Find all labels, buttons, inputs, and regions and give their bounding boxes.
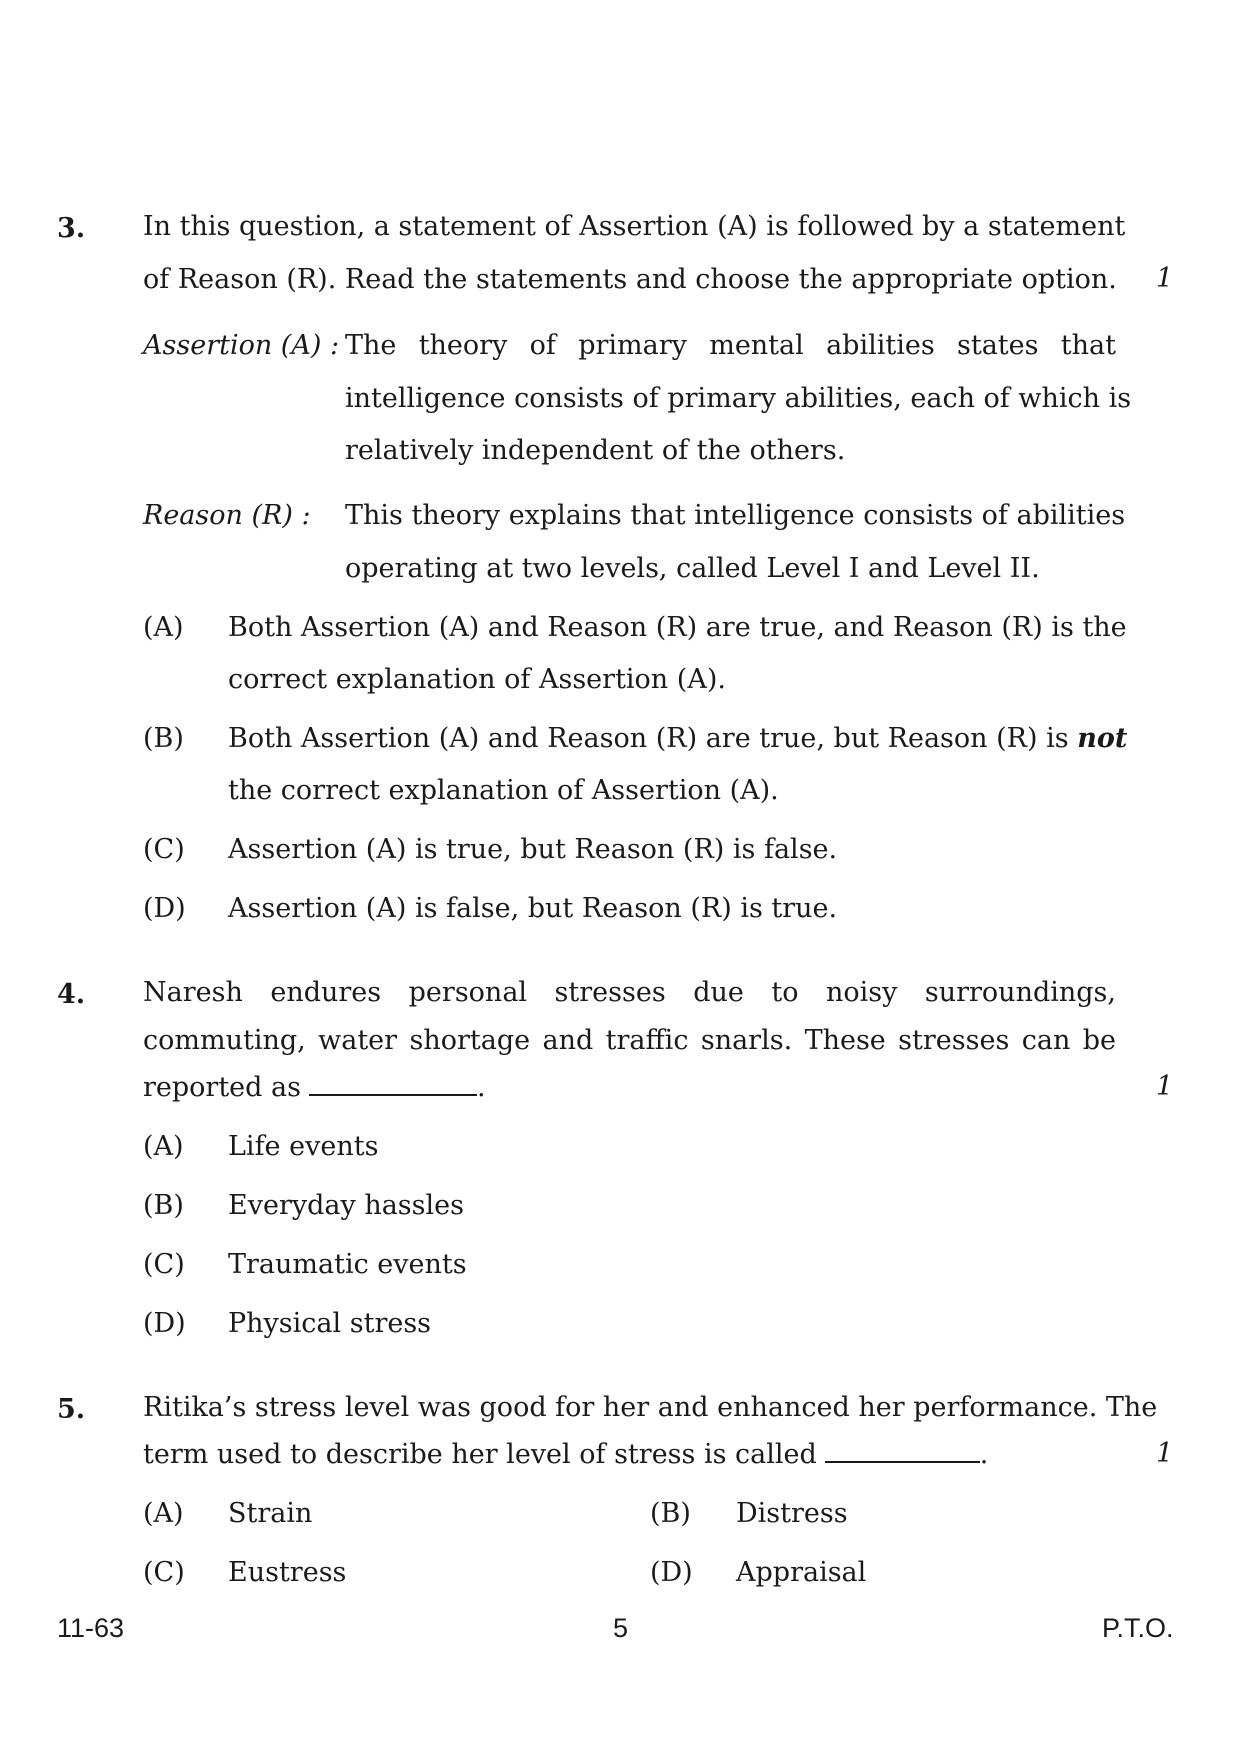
reason-label: Reason (R) : xyxy=(143,500,311,531)
question-stem-line: of Reason (R). Read the statements and choose the appropriate option. xyxy=(143,264,1117,295)
question-stem-line: Naresh endures personal stresses due to noisy surroundings, xyxy=(143,977,1116,1008)
stem-text: term used to describe her level of stress is called xyxy=(143,1439,817,1470)
option-label: (B) xyxy=(143,723,184,754)
option-label: (C) xyxy=(143,1557,185,1588)
assertion-text-line: relatively independent of the others. xyxy=(345,435,846,466)
option-text: Assertion (A) is true, but Reason (R) is false. xyxy=(228,834,838,865)
fill-in-blank xyxy=(825,1439,980,1463)
reason-text-line: operating at two levels, called Level I and Level II. xyxy=(345,553,1040,584)
assertion-text-line: intelligence consists of primary abilities, each of which is xyxy=(345,383,1132,414)
option-label: (B) xyxy=(650,1498,691,1529)
option-text: Distress xyxy=(736,1498,848,1529)
stem-text: reported as xyxy=(143,1072,301,1103)
assertion-text-line: The theory of primary mental abilities states that xyxy=(345,330,1116,361)
option-text xyxy=(228,722,1128,756)
option-label: (D) xyxy=(650,1557,693,1588)
paper-code: 11-63 xyxy=(57,1613,125,1643)
option-text: correct explanation of Assertion (A). xyxy=(228,664,726,695)
option-text: Everyday hassles xyxy=(228,1190,464,1221)
fill-in-blank xyxy=(309,1072,477,1096)
option-text: Physical stress xyxy=(228,1308,432,1339)
question-stem-line: commuting, water shortage and traffic snarls. These stresses can be xyxy=(143,1025,1116,1056)
question-stem-line: reported as . xyxy=(143,1072,486,1103)
option-label: (A) xyxy=(143,612,184,643)
option-text: Traumatic events xyxy=(228,1249,467,1280)
assertion-label: Assertion (A) : xyxy=(143,330,340,361)
option-label: (D) xyxy=(143,1308,186,1339)
question-number: 5. xyxy=(57,1394,86,1425)
option-text-part: Both Assertion (A) and Reason (R) are true, but Reason (R) is xyxy=(228,723,1069,754)
option-text: Appraisal xyxy=(736,1557,867,1588)
question-stem-line: Ritika’s stress level was good for her and enhanced her performance. The xyxy=(143,1392,1158,1423)
option-text: Strain xyxy=(228,1498,313,1529)
option-label: (B) xyxy=(143,1190,184,1221)
option-label: (D) xyxy=(143,893,186,924)
page-number: 5 xyxy=(613,1613,629,1643)
marks: 1 xyxy=(1156,1438,1174,1469)
option-label: (A) xyxy=(143,1131,184,1162)
reason-text-line: This theory explains that intelligence consists of abilities xyxy=(345,500,1126,531)
question-stem-line: term used to describe her level of stress is called . xyxy=(143,1439,989,1470)
pto-label: P.T.O. xyxy=(1102,1613,1174,1643)
marks: 1 xyxy=(1156,263,1174,294)
question-number: 4. xyxy=(57,979,86,1010)
option-text: Assertion (A) is false, but Reason (R) is true. xyxy=(228,893,838,924)
option-text: Eustress xyxy=(228,1557,347,1588)
marks: 1 xyxy=(1156,1071,1174,1102)
option-text: Both Assertion (A) and Reason (R) are true, and Reason (R) is the xyxy=(228,612,1127,643)
emphasis-not: not xyxy=(1077,723,1128,754)
option-label: (C) xyxy=(143,834,185,865)
question-number: 3. xyxy=(57,213,86,244)
question-stem-line: In this question, a statement of Assertion (A) is followed by a statement xyxy=(143,211,1126,242)
option-label: (A) xyxy=(143,1498,184,1529)
option-text: the correct explanation of Assertion (A). xyxy=(228,775,779,806)
option-text: Life events xyxy=(228,1131,379,1162)
option-label: (C) xyxy=(143,1249,185,1280)
